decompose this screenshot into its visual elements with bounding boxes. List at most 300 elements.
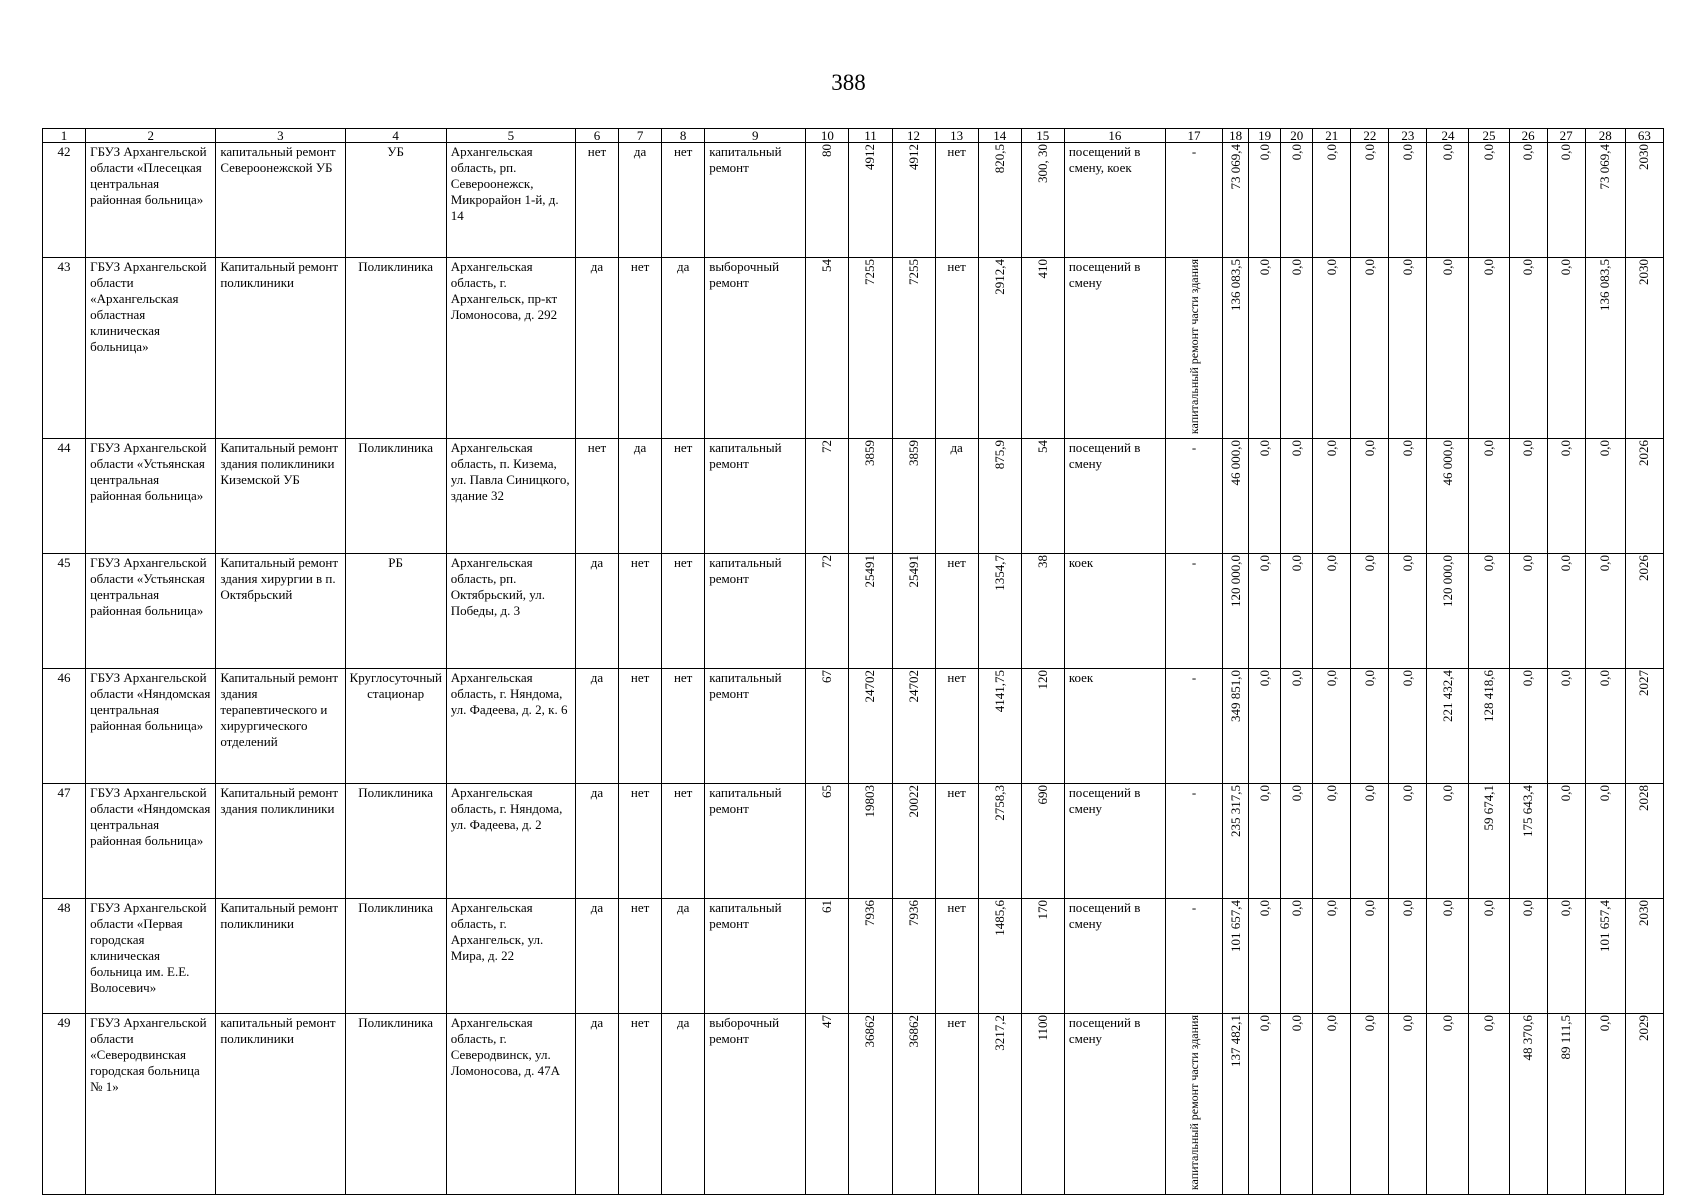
cell-c4: УБ: [345, 143, 446, 258]
cell-c11: [849, 143, 892, 258]
cell-c20: [1281, 669, 1313, 784]
table-row: [43, 554, 1664, 669]
cell-value: 0,0: [1558, 555, 1574, 572]
cell-value: 0,0: [1288, 670, 1304, 687]
cell-value: 73 069,4: [1227, 144, 1243, 190]
cell-c6: да: [575, 554, 618, 669]
cell-c8: да: [662, 899, 705, 1014]
cell-c63: [1625, 784, 1663, 899]
cell-c10: [806, 439, 849, 554]
cell-note: -: [1166, 784, 1223, 899]
cell-c21: [1313, 554, 1351, 669]
cell-value: 47: [819, 1015, 835, 1029]
cell-value: 0,0: [1558, 900, 1574, 917]
cell-value: 0,0: [1361, 900, 1377, 917]
cell-value: 128 418,6: [1481, 670, 1497, 723]
cell-value: 136 083,5: [1597, 259, 1613, 311]
cell-c6: да: [575, 669, 618, 784]
cell-value: 221 432,4: [1439, 670, 1455, 723]
cell-c22: [1351, 439, 1389, 554]
cell-c12: [892, 784, 935, 899]
header-row: [43, 129, 1664, 143]
cell-c26: [1509, 669, 1547, 784]
cell-c1: 43: [43, 258, 86, 439]
cell-c22: [1351, 669, 1389, 784]
cell-value: 0,0: [1439, 1015, 1455, 1032]
cell-value: 2026: [1636, 440, 1652, 467]
cell-c13: нет: [935, 784, 978, 899]
header-cell: 25: [1469, 129, 1509, 143]
header-cell: 28: [1585, 129, 1625, 143]
cell-c19: [1249, 439, 1281, 554]
cell-value: 0,0: [1399, 259, 1415, 276]
cell-value: 2030: [1636, 144, 1652, 170]
cell-value: 0,0: [1481, 440, 1497, 457]
cell-c18: [1223, 258, 1249, 439]
cell-c18: [1223, 669, 1249, 784]
cell-value: 0,0: [1256, 1015, 1272, 1032]
cell-value: 61: [819, 900, 835, 914]
cell-note-text: капитальный ремонт части здания: [1187, 1015, 1202, 1191]
cell-c3: Капитальный ремонт поликлиники: [216, 899, 345, 1014]
cell-c12: [892, 439, 935, 554]
cell-c3: Капитальный ремонт здания хирургии в п. Октябрьский: [216, 554, 345, 669]
cell-c23: [1389, 669, 1427, 784]
cell-c12: [892, 669, 935, 784]
cell-c23: [1389, 899, 1427, 1014]
cell-c11: [849, 784, 892, 899]
cell-c6: да: [575, 1014, 618, 1195]
cell-c28: [1585, 669, 1625, 784]
cell-c14: [978, 784, 1021, 899]
cell-c11: [849, 554, 892, 669]
cell-c1: 47: [43, 784, 86, 899]
cell-c7: нет: [619, 1014, 662, 1195]
cell-value: 0,0: [1288, 555, 1304, 572]
cell-c20: [1281, 554, 1313, 669]
table-row: [43, 143, 1664, 258]
cell-value: 0,0: [1481, 900, 1497, 917]
cell-c2: ГБУЗ Архангельской области «Няндомская центральная районная больница»: [86, 669, 216, 784]
cell-value: 820,5: [991, 144, 1007, 174]
cell-c24: [1427, 439, 1469, 554]
cell-c26: [1509, 439, 1547, 554]
header-cell: 9: [705, 129, 806, 143]
cell-c9: капитальный ремонт: [705, 554, 806, 669]
cell-c4: Поликлиника: [345, 258, 446, 439]
cell-c24: [1427, 784, 1469, 899]
cell-c1: 44: [43, 439, 86, 554]
cell-value: 0,0: [1399, 1015, 1415, 1032]
cell-c1: 42: [43, 143, 86, 258]
cell-c27: [1547, 669, 1585, 784]
cell-c8: да: [662, 258, 705, 439]
header-cell: 4: [345, 129, 446, 143]
cell-value: 2027: [1636, 670, 1652, 697]
cell-value: 0,0: [1399, 900, 1415, 917]
cell-c25: [1469, 143, 1509, 258]
cell-value: 0,0: [1399, 555, 1415, 572]
cell-c10: [806, 784, 849, 899]
cell-value: 0,0: [1361, 440, 1377, 457]
cell-value: 0,0: [1597, 440, 1613, 457]
cell-c7: нет: [619, 554, 662, 669]
cell-c22: [1351, 554, 1389, 669]
header-cell: 18: [1223, 129, 1249, 143]
cell-c12: [892, 899, 935, 1014]
cell-note: -: [1166, 554, 1223, 669]
cell-c2: ГБУЗ Архангельской области «Няндомская центральная районная больница»: [86, 784, 216, 899]
cell-c25: [1469, 439, 1509, 554]
cell-c15: [1021, 669, 1064, 784]
cell-value: 1485,6: [991, 900, 1007, 936]
header-cell: 13: [935, 129, 978, 143]
cell-value: 0,0: [1520, 670, 1536, 687]
cell-c24: [1427, 669, 1469, 784]
cell-value: 0,0: [1481, 259, 1497, 276]
cell-value: 0,0: [1597, 670, 1613, 687]
header-cell: 22: [1351, 129, 1389, 143]
cell-c8: нет: [662, 143, 705, 258]
cell-c27: [1547, 899, 1585, 1014]
cell-value: 0,0: [1256, 900, 1272, 917]
cell-value: 875,9: [991, 440, 1007, 470]
cell-value: 0,0: [1288, 900, 1304, 917]
cell-value: 3859: [905, 440, 921, 467]
cell-c9: капитальный ремонт: [705, 669, 806, 784]
cell-c2: ГБУЗ Архангельской области «Архангельская областная клиническая больница»: [86, 258, 216, 439]
header-cell: 15: [1021, 129, 1064, 143]
cell-value: 0,0: [1399, 670, 1415, 687]
cell-value: 0,0: [1323, 259, 1339, 276]
cell-value: 72: [819, 555, 835, 569]
cell-c14: [978, 669, 1021, 784]
cell-c6: нет: [575, 439, 618, 554]
cell-value: 0,0: [1256, 555, 1272, 572]
cell-value: 2026: [1636, 555, 1652, 582]
cell-c63: [1625, 669, 1663, 784]
cell-c3: Капитальный ремонт поликлиники: [216, 258, 345, 439]
cell-value: 0,0: [1520, 144, 1536, 161]
cell-value: 7255: [905, 259, 921, 285]
cell-value: 2029: [1636, 1015, 1652, 1042]
cell-c27: [1547, 784, 1585, 899]
cell-c26: [1509, 899, 1547, 1014]
cell-c8: нет: [662, 439, 705, 554]
cell-c13: нет: [935, 899, 978, 1014]
cell-c7: нет: [619, 669, 662, 784]
cell-value: 65: [819, 785, 835, 799]
cell-value: 25491: [862, 555, 878, 588]
cell-value: 36862: [862, 1015, 878, 1048]
cell-value: 0,0: [1481, 1015, 1497, 1032]
cell-c23: [1389, 143, 1427, 258]
cell-c19: [1249, 258, 1281, 439]
cell-value: 0,0: [1323, 785, 1339, 802]
cell-value: 0,0: [1288, 785, 1304, 802]
cell-value: 3217,2: [991, 1015, 1007, 1051]
cell-value: 0,0: [1288, 1015, 1304, 1032]
cell-value: 0,0: [1399, 440, 1415, 457]
header-cell: 27: [1547, 129, 1585, 143]
cell-c5: Архангельская область, рп. Октябрьский, ул. Победы, д. 3: [446, 554, 575, 669]
cell-note: -: [1166, 439, 1223, 554]
cell-value: 2758,3: [991, 785, 1007, 821]
header-cell: 7: [619, 129, 662, 143]
cell-c16: коек: [1064, 669, 1165, 784]
cell-value: 101 657,4: [1227, 900, 1243, 953]
cell-value: 20022: [905, 785, 921, 818]
cell-c16: посещений в смену: [1064, 899, 1165, 1014]
cell-c24: [1427, 258, 1469, 439]
cell-value: 0,0: [1323, 144, 1339, 161]
cell-c25: [1469, 669, 1509, 784]
cell-c18: [1223, 143, 1249, 258]
cell-value: 0,0: [1439, 144, 1455, 161]
cell-value: 0,0: [1288, 144, 1304, 161]
cell-value: 120: [1034, 670, 1050, 690]
cell-c20: [1281, 439, 1313, 554]
cell-value: 349 851,0: [1227, 670, 1243, 723]
table-row: [43, 258, 1664, 439]
cell-c27: [1547, 439, 1585, 554]
header-cell: 10: [806, 129, 849, 143]
cell-c5: Архангельская область, г. Няндома, ул. Фадеева, д. 2, к. 6: [446, 669, 575, 784]
header-cell: 21: [1313, 129, 1351, 143]
cell-value: 0,0: [1323, 900, 1339, 917]
cell-value: 0,0: [1256, 144, 1272, 161]
cell-value: 0,0: [1439, 259, 1455, 276]
cell-note: -: [1166, 143, 1223, 258]
cell-c22: [1351, 899, 1389, 1014]
cell-value: 59 674,1: [1481, 785, 1497, 831]
capital-repair-table: [42, 128, 1664, 1195]
cell-c21: [1313, 1014, 1351, 1195]
cell-c26: [1509, 1014, 1547, 1195]
cell-c28: [1585, 899, 1625, 1014]
cell-c7: нет: [619, 899, 662, 1014]
cell-c63: [1625, 143, 1663, 258]
cell-c10: [806, 143, 849, 258]
cell-c12: [892, 143, 935, 258]
cell-value: 0,0: [1399, 785, 1415, 802]
cell-c25: [1469, 784, 1509, 899]
cell-c5: Архангельская область, г. Северодвинск, ул. Ломоносова, д. 47А: [446, 1014, 575, 1195]
cell-c11: [849, 669, 892, 784]
cell-c2: ГБУЗ Архангельской области «Плесецкая центральная районная больница»: [86, 143, 216, 258]
header-cell: 3: [216, 129, 345, 143]
cell-value: 0,0: [1361, 555, 1377, 572]
cell-c13: нет: [935, 1014, 978, 1195]
header-cell: 5: [446, 129, 575, 143]
cell-c8: нет: [662, 784, 705, 899]
cell-c13: да: [935, 439, 978, 554]
header-cell: 24: [1427, 129, 1469, 143]
cell-c5: Архангельская область, п. Кизема, ул. Павла Синицкого, здание 32: [446, 439, 575, 554]
cell-c1: 45: [43, 554, 86, 669]
cell-c13: нет: [935, 143, 978, 258]
cell-c4: Поликлиника: [345, 784, 446, 899]
cell-c28: [1585, 258, 1625, 439]
cell-c27: [1547, 143, 1585, 258]
cell-c3: Капитальный ремонт здания поликлиники Киземской УБ: [216, 439, 345, 554]
cell-value: 0,0: [1323, 670, 1339, 687]
cell-c16: посещений в смену: [1064, 258, 1165, 439]
cell-value: 0,0: [1558, 144, 1574, 161]
cell-c7: да: [619, 143, 662, 258]
cell-c8: нет: [662, 669, 705, 784]
cell-c18: [1223, 554, 1249, 669]
cell-c10: [806, 669, 849, 784]
header-cell: 16: [1064, 129, 1165, 143]
cell-value: 0,0: [1256, 670, 1272, 687]
cell-value: 0,0: [1361, 144, 1377, 161]
cell-value: 0,0: [1520, 259, 1536, 276]
cell-c20: [1281, 258, 1313, 439]
cell-c28: [1585, 1014, 1625, 1195]
cell-c6: да: [575, 258, 618, 439]
cell-c27: [1547, 554, 1585, 669]
cell-c12: [892, 554, 935, 669]
cell-c6: да: [575, 784, 618, 899]
cell-c21: [1313, 669, 1351, 784]
cell-c21: [1313, 143, 1351, 258]
cell-c26: [1509, 258, 1547, 439]
cell-c24: [1427, 1014, 1469, 1195]
cell-c20: [1281, 899, 1313, 1014]
cell-c19: [1249, 1014, 1281, 1195]
cell-c63: [1625, 899, 1663, 1014]
cell-value: 48 370,6: [1520, 1015, 1536, 1061]
cell-c21: [1313, 258, 1351, 439]
cell-c23: [1389, 1014, 1427, 1195]
cell-c28: [1585, 143, 1625, 258]
header-cell: 8: [662, 129, 705, 143]
cell-c19: [1249, 143, 1281, 258]
cell-c7: да: [619, 439, 662, 554]
cell-value: 0,0: [1597, 555, 1613, 572]
cell-value: 38: [1034, 555, 1050, 569]
cell-value: 36862: [905, 1015, 921, 1048]
cell-value: 54: [1034, 440, 1050, 454]
cell-c9: выборочный ремонт: [705, 258, 806, 439]
cell-c25: [1469, 899, 1509, 1014]
cell-c4: Поликлиника: [345, 439, 446, 554]
cell-value: 101 657,4: [1597, 900, 1613, 953]
cell-c22: [1351, 143, 1389, 258]
cell-c10: [806, 1014, 849, 1195]
cell-value: 80: [819, 144, 835, 157]
cell-c14: [978, 258, 1021, 439]
cell-note: -: [1166, 669, 1223, 784]
cell-c15: [1021, 1014, 1064, 1195]
cell-value: 0,0: [1597, 785, 1613, 802]
cell-c7: нет: [619, 784, 662, 899]
header-cell: 14: [978, 129, 1021, 143]
header-cell: 26: [1509, 129, 1547, 143]
cell-c5: Архангельская область, г. Няндома, ул. Фадеева, д. 2: [446, 784, 575, 899]
cell-value: 1100: [1034, 1015, 1050, 1041]
cell-c11: [849, 1014, 892, 1195]
cell-value: 0,0: [1558, 670, 1574, 687]
cell-c19: [1249, 784, 1281, 899]
cell-c27: [1547, 1014, 1585, 1195]
cell-c2: ГБУЗ Архангельской области «Северодвинская городская больница № 1»: [86, 1014, 216, 1195]
cell-value: 175 643,4: [1520, 785, 1536, 838]
cell-c20: [1281, 143, 1313, 258]
cell-value: 0,0: [1256, 259, 1272, 276]
cell-value: 0,0: [1439, 785, 1455, 802]
cell-c26: [1509, 784, 1547, 899]
cell-c18: [1223, 899, 1249, 1014]
cell-note: -: [1166, 899, 1223, 1014]
cell-c13: нет: [935, 669, 978, 784]
cell-c15: [1021, 439, 1064, 554]
cell-c26: [1509, 143, 1547, 258]
cell-c18: [1223, 784, 1249, 899]
cell-c2: ГБУЗ Архангельской области «Устьянская центральная районная больница»: [86, 554, 216, 669]
cell-c22: [1351, 258, 1389, 439]
cell-c10: [806, 258, 849, 439]
cell-c19: [1249, 669, 1281, 784]
cell-c15: [1021, 899, 1064, 1014]
table-row: [43, 669, 1664, 784]
cell-note: [1166, 258, 1223, 439]
cell-value: 690: [1034, 785, 1050, 805]
cell-value: 0,0: [1481, 144, 1497, 161]
cell-c19: [1249, 899, 1281, 1014]
table-row: [43, 439, 1664, 554]
cell-c11: [849, 439, 892, 554]
header-cell: 63: [1625, 129, 1663, 143]
cell-c28: [1585, 784, 1625, 899]
cell-c5: Архангельская область, рп. Североонежск, Микрорайон 1-й, д. 14: [446, 143, 575, 258]
cell-value: 19803: [862, 785, 878, 818]
header-cell: 1: [43, 129, 86, 143]
cell-value: 0,0: [1288, 440, 1304, 457]
cell-value: 0,0: [1256, 440, 1272, 457]
cell-c22: [1351, 1014, 1389, 1195]
cell-value: 7255: [862, 259, 878, 285]
cell-value: 2030: [1636, 900, 1652, 927]
cell-value: 0,0: [1361, 670, 1377, 687]
cell-value: 170: [1034, 900, 1050, 920]
cell-c5: Архангельская область, г. Архангельск, ул. Мира, д. 22: [446, 899, 575, 1014]
cell-c16: посещений в смену: [1064, 439, 1165, 554]
cell-note: [1166, 1014, 1223, 1195]
cell-c23: [1389, 258, 1427, 439]
cell-c16: коек: [1064, 554, 1165, 669]
cell-value: 0,0: [1361, 785, 1377, 802]
cell-value: 0,0: [1361, 259, 1377, 276]
cell-c12: [892, 258, 935, 439]
cell-value: 120 000,0: [1227, 555, 1243, 608]
cell-value: 72: [819, 440, 835, 454]
cell-value: 0,0: [1439, 900, 1455, 917]
cell-c24: [1427, 554, 1469, 669]
cell-c63: [1625, 258, 1663, 439]
cell-c3: Капитальный ремонт здания поликлиники: [216, 784, 345, 899]
cell-value: 0,0: [1323, 1015, 1339, 1032]
cell-c2: ГБУЗ Архангельской области «Первая городская клиническая больница им. Е.Е. Волосевич»: [86, 899, 216, 1014]
header-cell: 2: [86, 129, 216, 143]
cell-value: 2028: [1636, 785, 1652, 812]
cell-value: 0,0: [1323, 440, 1339, 457]
header-cell: 19: [1249, 129, 1281, 143]
cell-c23: [1389, 784, 1427, 899]
cell-c14: [978, 439, 1021, 554]
cell-value: 24702: [905, 670, 921, 703]
